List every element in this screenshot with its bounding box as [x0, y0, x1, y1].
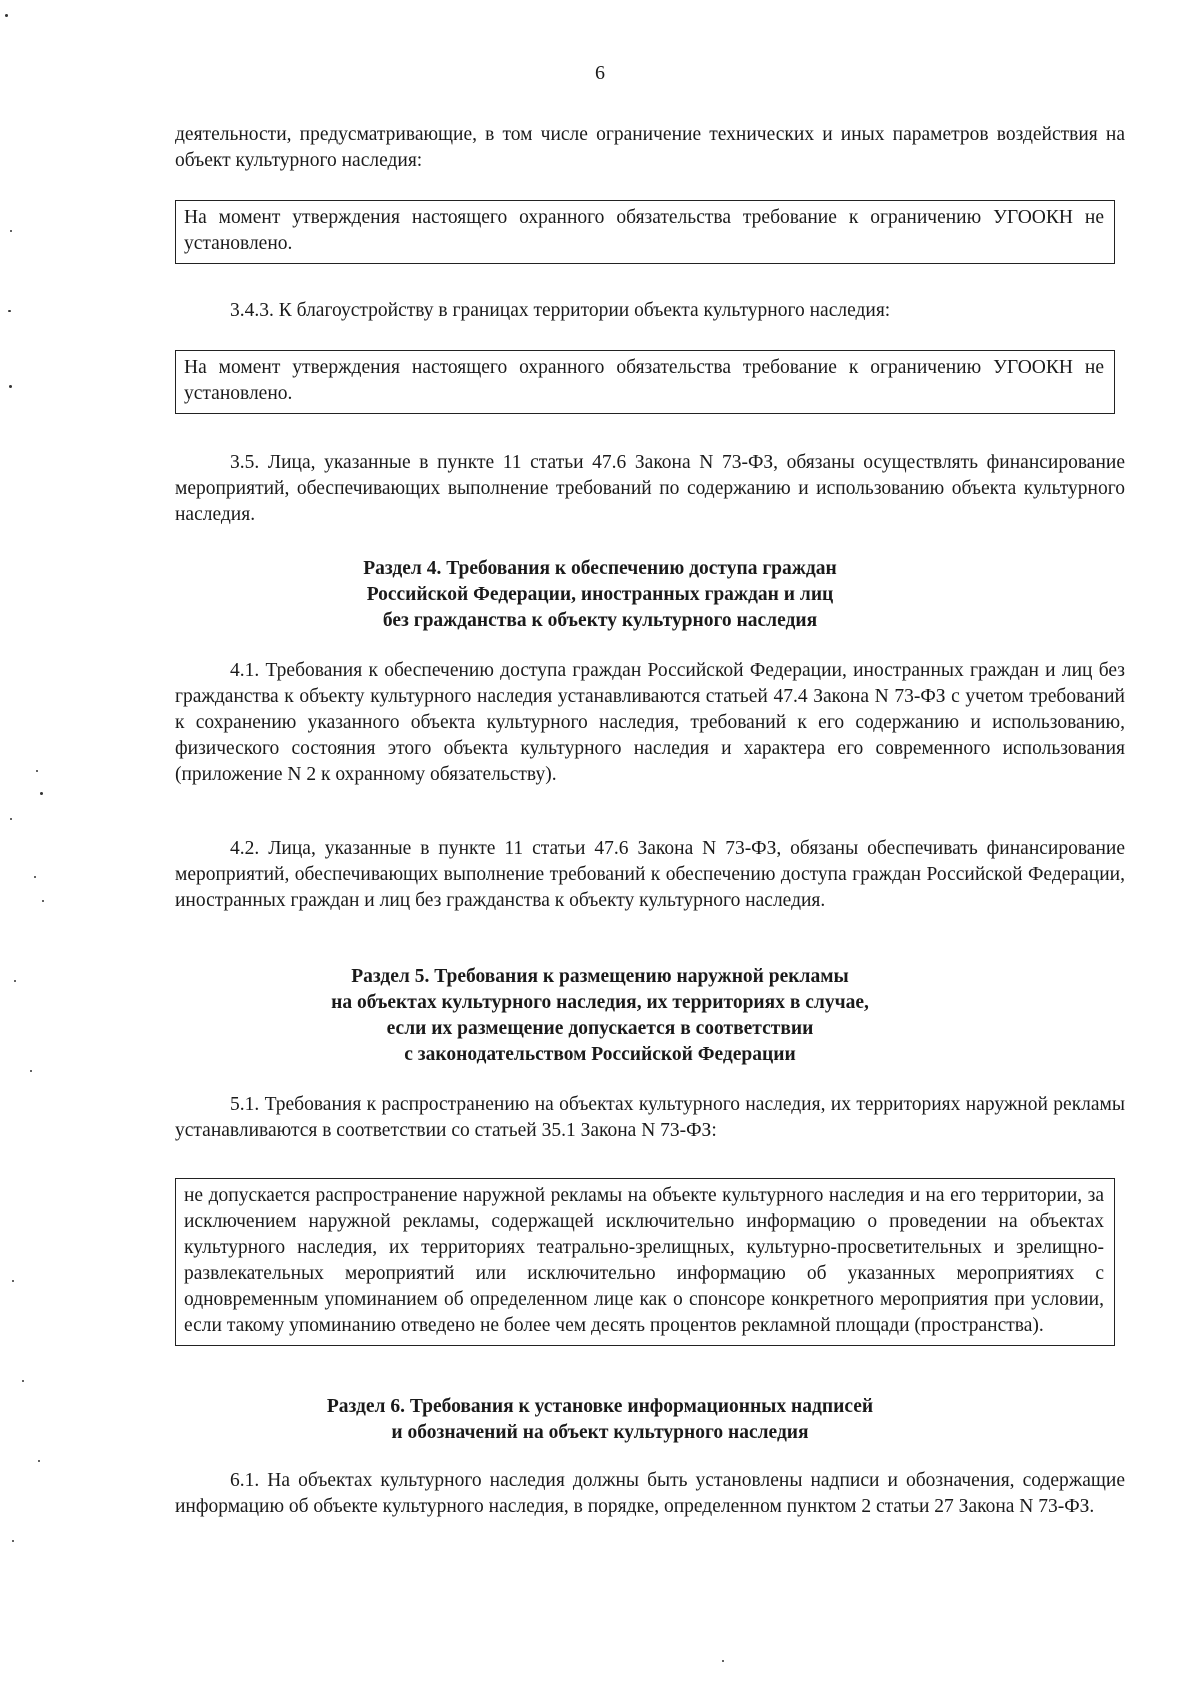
item-5-1-text: 5.1. Требования к распространению на объектах культурного наследия, их территориях наружной рекламы устанавливаются в соответствии со статьей 35.1 Закона N 73-ФЗ: [175, 1094, 1125, 1141]
item-6-1 [175, 1468, 1125, 1520]
item-6-1-text: 6.1. На объектах культурного наследия должны быть установлены надписи и обозначения, содержащие информацию об объекте культурного наследия, в порядке, определенном пунктом 2 статьи 27 Закона N 73-ФЗ. [175, 1470, 1125, 1517]
requirement-box-2 [175, 350, 1115, 414]
section-5-heading [0, 964, 1200, 1068]
requirement-box-1-text: На момент утверждения настоящего охранного обязательства требование к ограничению УГООКН не установлено. [184, 207, 1104, 254]
intro-paragraph [175, 122, 1125, 174]
item-5-1 [175, 1092, 1125, 1144]
advertising-restriction-box [175, 1178, 1115, 1346]
item-4-1-text: 4.1. Требования к обеспечению доступа граждан Российской Федерации, иностранных граждан и лиц без гражданства к объекту культурного наследия устанавливаются статьей 47.4 Закона N 73-ФЗ с учетом требований к сохранению указанного объекта культурного наследия, требований к его содержанию и использованию, физического состояния этого объекта культурного наследия и характера его современного использования (приложение N 2 к охранному обязательству). [175, 660, 1125, 785]
item-4-1 [175, 658, 1125, 788]
section-4-heading [0, 556, 1200, 634]
requirement-box-2-text: На момент утверждения настоящего охранного обязательства требование к ограничению УГООКН не установлено. [184, 357, 1104, 404]
page-number: 6 [595, 62, 605, 84]
section-6-line-1: Раздел 6. Требования к установке информационных надписей [326, 1396, 874, 1417]
item-4-2 [175, 836, 1125, 914]
section-6-heading [0, 1394, 1200, 1446]
intro-text: деятельности, предусматривающие, в том числе ограничение технических и иных параметров воздействия на объект культурного наследия: [175, 124, 1125, 171]
requirement-box-1 [175, 200, 1115, 264]
section-4-line-2: Российской Федерации, иностранных граждан и лиц [366, 584, 834, 605]
section-4-line-3: без гражданства к объекту культурного наследия [382, 610, 818, 631]
section-4-line-1: Раздел 4. Требования к обеспечению доступа граждан [363, 558, 837, 579]
section-5-line-1: Раздел 5. Требования к размещению наружной рекламы [351, 966, 849, 987]
section-5-line-2: на объектах культурного наследия, их территориях в случае, [331, 992, 869, 1013]
section-5-line-4: с законодательством Российской Федерации [404, 1044, 796, 1065]
section-6-line-2: и обозначений на объект культурного наследия [391, 1422, 809, 1443]
item-3-5-text: 3.5. Лица, указанные в пункте 11 статьи 47.6 Закона N 73-ФЗ, обязаны осуществлять финансирование мероприятий, обеспечивающих выполнение требований по содержанию и использованию объекта культурного наследия. [175, 452, 1125, 525]
item-4-2-text: 4.2. Лица, указанные в пункте 11 статьи 47.6 Закона N 73-ФЗ, обязаны обеспечивать финансирование мероприятий, обеспечивающих выполнение требований к обеспечению доступа граждан Российской Федерации, иностранных граждан и лиц без гражданства к объекту культурного наследия. [175, 838, 1125, 911]
item-3-4-3 [175, 298, 1125, 324]
section-5-line-3: если их размещение допускается в соответствии [386, 1018, 814, 1039]
advertising-restriction-text: не допускается распространение наружной рекламы на объекте культурного наследия и на его территории, за исключением наружной рекламы, содержащей исключительно информацию о проведении на объектах культурного наследия, их территориях театрально-зрелищных, культурно-просветительных и зрелищно-развлекательных мероприятий или исключительно информацию об указанных мероприятиях с одновременным упоминанием об определенном лице как о спонсоре конкретного мероприятия при условии, если такому упоминанию отведено не более чем десять процентов рекламной площади (пространства). [184, 1185, 1104, 1336]
item-3-5 [175, 450, 1125, 528]
item-3-4-3-text: 3.4.3. К благоустройству в границах территории объекта культурного наследия: [230, 300, 891, 321]
